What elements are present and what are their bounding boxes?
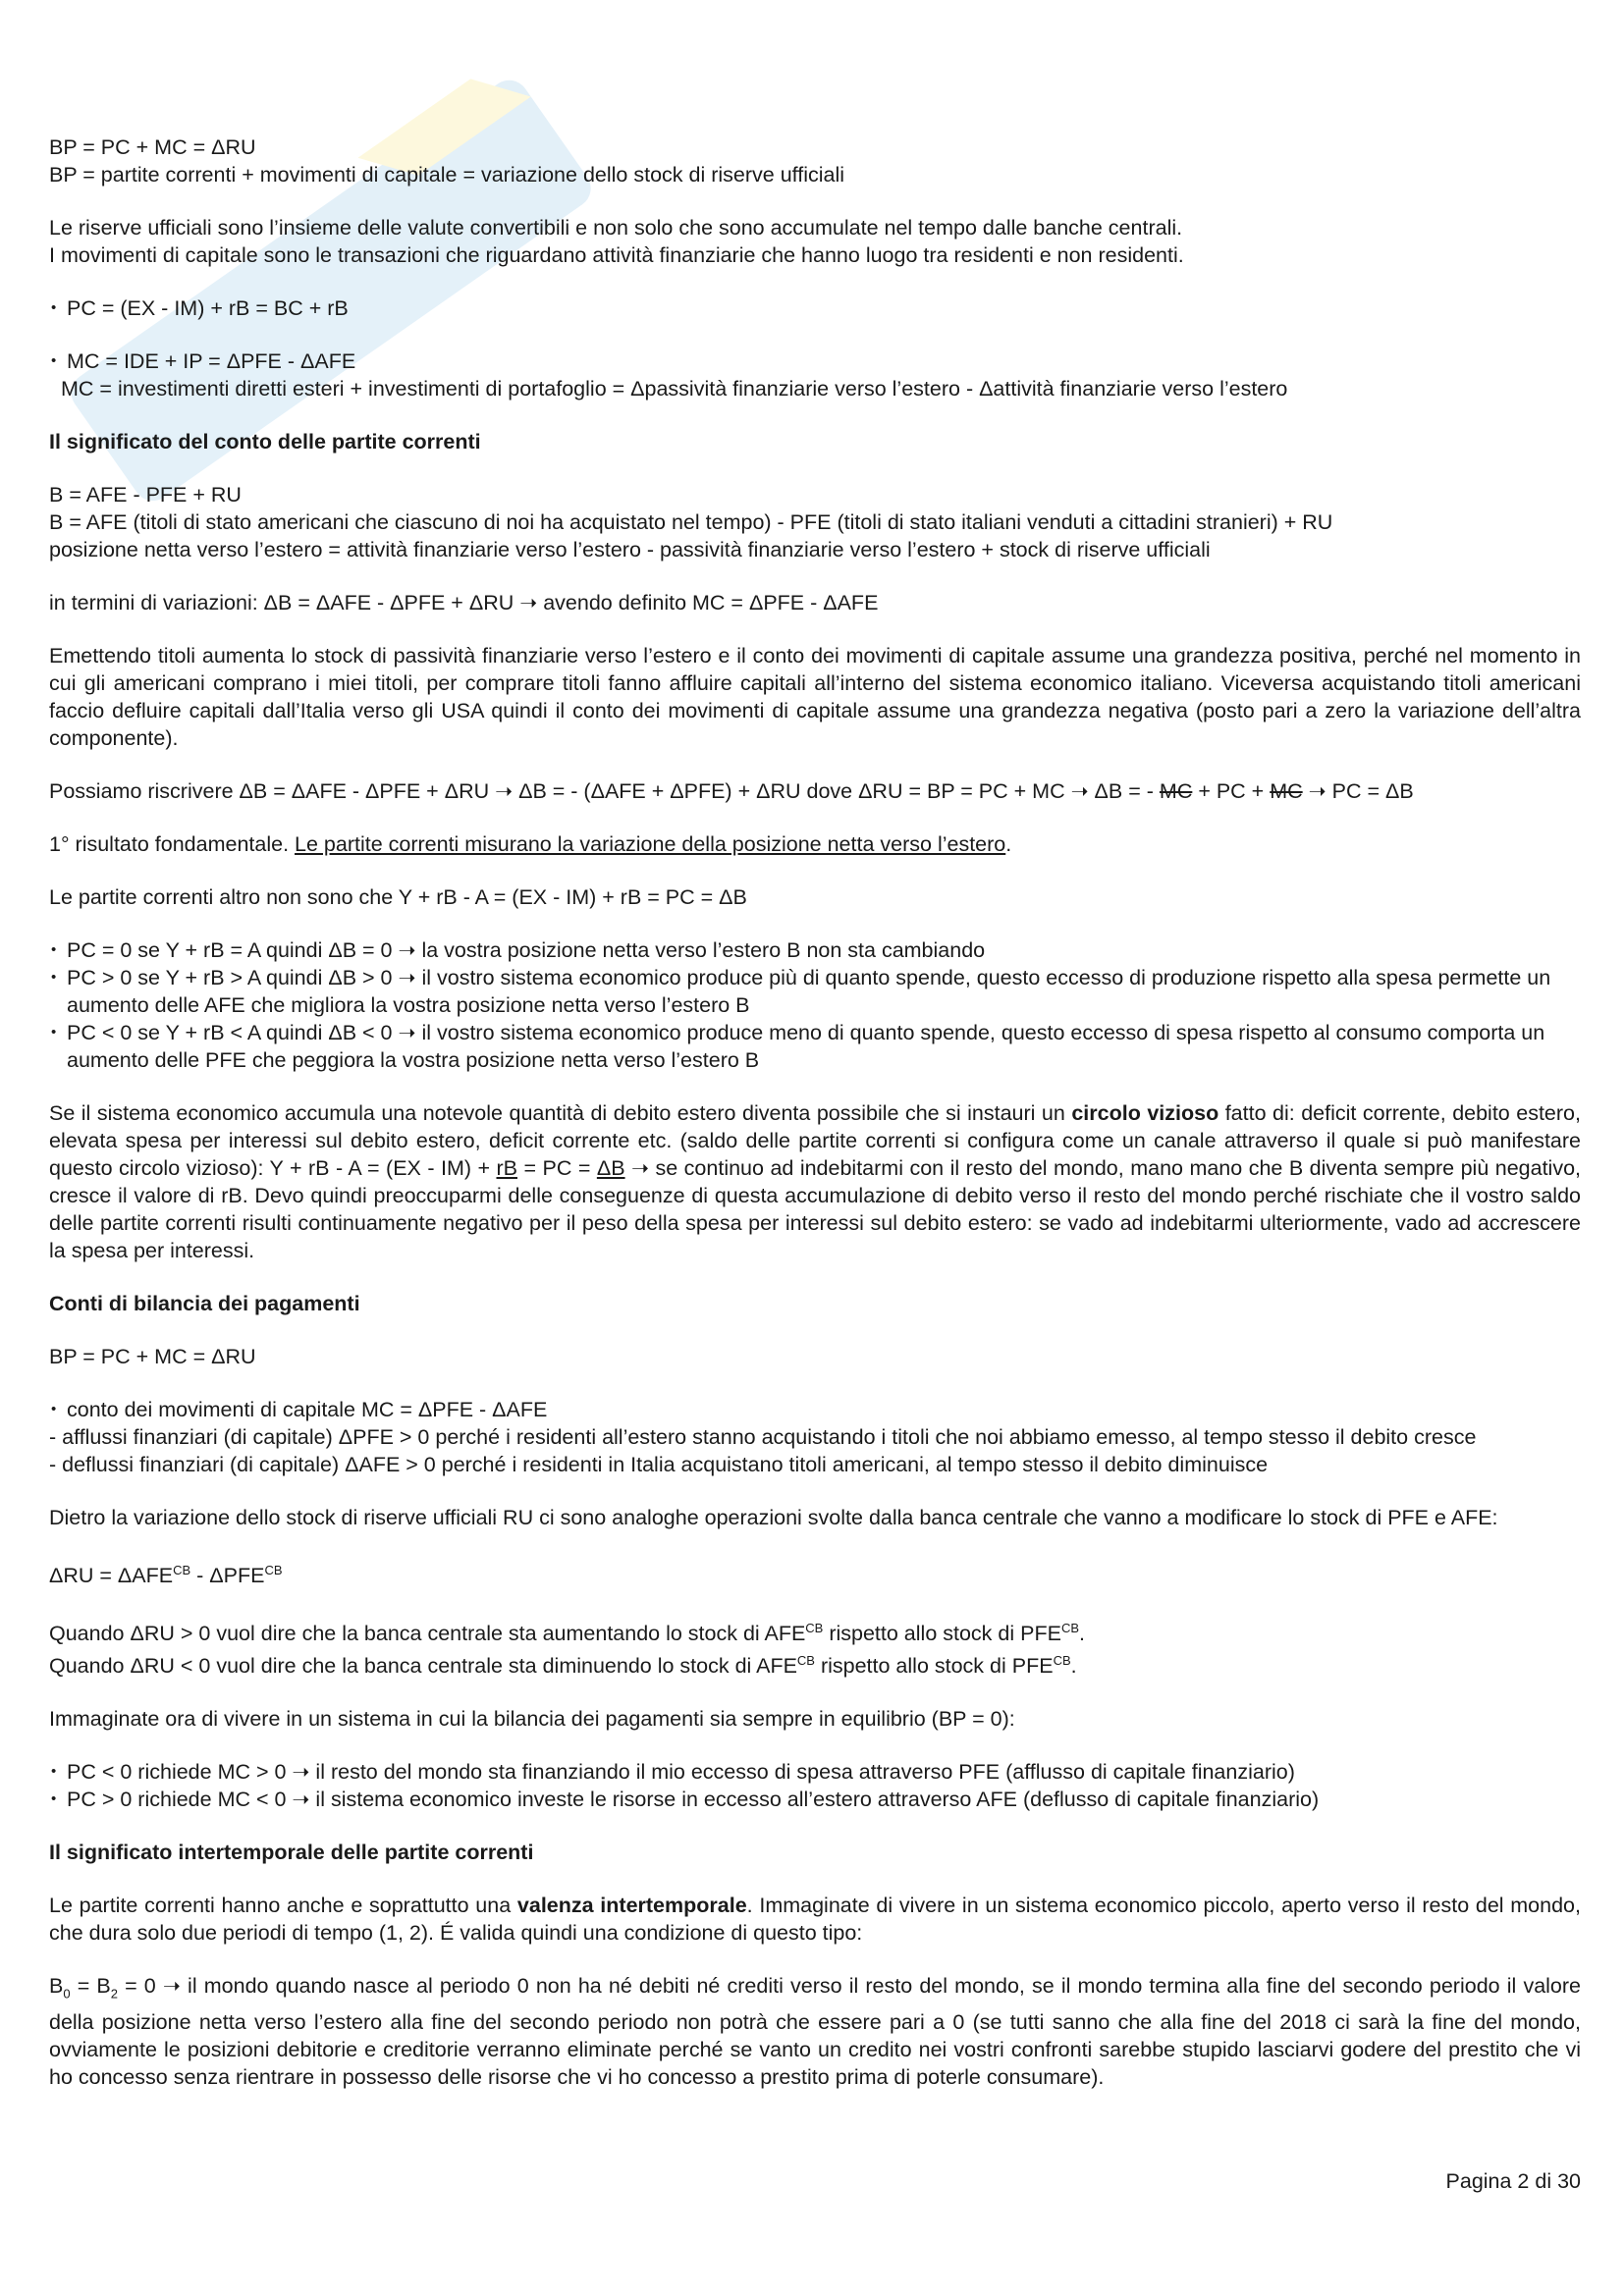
pc-equation: • PC = (EX - IM) + rB = BC + rB [49,294,1581,322]
list-item: • PC < 0 richiede MC > 0 ➝ il resto del mondo sta finanziando il mio eccesso di spesa attraverso PFE (afflusso di capitale finanziario) [49,1758,1581,1786]
equilibrium-paragraph: Immaginate ora di vivere in un sistema in cui la bilancia dei pagamenti sia sempre in equilibrio (BP = 0): [49,1707,1015,1732]
bp-equation-words: BP = partite correnti + movimenti di capitale = variazione dello stock di riserve ufficiali [49,163,845,187]
capital-movements-definition: I movimenti di capitale sono le transazioni che riguardano attività finanziarie che hanno luogo tra residenti e non residenti. [49,243,1184,267]
capital-flows-paragraph: Emettendo titoli aumenta lo stock di passività finanziarie verso l’estero e il conto dei movimenti di capitale assume una grandezza positiva, perché nel momento in cui gli americani comprano i miei titoli, per comprare titoli fanno affluire capitali all’interno del sistema economico italiano. Viceversa acquistando titoli americani faccio defluire capitali dall’Italia verso gli USA quindi il conto dei movimenti di capitale assume una grandezza negativa (posto pari a zero la variazione dell’altra componente). [49,644,1581,750]
section-title-partite-correnti: Il significato del conto delle partite correnti [49,430,481,454]
current-account-identity: Le partite correnti altro non sono che Y + rB - A = (EX - IM) + rB = PC = ΔB [49,885,747,909]
section-title-bilancia: Conti di bilancia dei pagamenti [49,1292,360,1315]
mc-description: MC = investimenti diretti esteri + investimenti di portafoglio = Δpassività finanziarie verso l’estero - Δattività finanziarie verso l’estero [61,377,1288,400]
vicious-circle-paragraph: Se il sistema economico accumula una notevole quantità di debito estero diventa possibile che si instauri un circolo vizioso fatto di: deficit corrente, debito estero, elevata spesa per interessi sul debito estero, deficit corrente etc. (saldo delle partite correnti si configura come un canale attraverso il quale si può manifestare questo circolo vizioso): Y + rB - A = (EX - IM) + rB = PC = ΔB ➝ se continuo ad indebitarmi con il resto del mondo, mano mano che B diventa sempre più negativo, cresce il valore di rB. Devo quindi preoccuparmi delle conseguenze di questa accumulazione di debito verso il resto del mondo perché rischiate che il vostro saldo delle partite correnti risulti continuamente negativo per il peso della spesa per interessi sul debito estero: se vado ad indebitarmi ulteriormente, vado ad accrescere la spesa per interessi. [49,1101,1582,1262]
bp-equation: BP = PC + MC = ΔRU [49,135,256,159]
ru-positive-line: Quando ΔRU > 0 vuol dire che la banca centrale sta aumentando lo stock di $AFE^{CB}$ rispetto allo stock di $PFE^{CB}$. [49,1621,1085,1646]
page-number: Pagina 2 di 30 [1445,2169,1581,2193]
b-description-words: posizione netta verso l’estero = attività finanziarie verso l’estero - passività finanziarie verso l’estero + stock di riserve ufficiali [49,538,1211,561]
reserves-definition: Le riserve ufficiali sono l’insieme delle valute convertibili e non solo che sono accumulate nel tempo dalle banche centrali. [49,216,1183,240]
section-title-intertemporale: Il significato intertemporale delle partite correnti [49,1841,534,1865]
list-item: • PC > 0 richiede MC < 0 ➝ il sistema economico investe le risorse in eccesso all’estero attraverso AFE (deflusso di capitale finanziario) [49,1786,1581,1813]
mc-equation: • MC = IDE + IP = ΔPFE - ΔAFE [49,347,1581,375]
rewrite-equation: Possiamo riscrivere ΔB = ΔAFE - ΔPFE + ΔRU ➝ ΔB = - (ΔAFE + ΔPFE) + ΔRU dove ΔRU = BP = PC + MC ➝ ΔB = - MC + PC + MC ➝ PC = ΔB [49,779,1414,803]
intertemporal-paragraph: Le partite correnti hanno anche e soprattutto una valenza intertemporale. Immaginate di vivere in un sistema economico piccolo, aperto verso il resto del mondo, che dura solo due periodi di tempo (1, 2). É valida quindi una condizione di questo tipo: [49,1894,1581,1946]
list-item: • PC = 0 se Y + rB = A quindi ΔB = 0 ➝ la vostra posizione netta verso l’estero B non sta cambiando [49,936,1581,964]
document-page [49,133,1581,2091]
outflows-line: - deflussi finanziari (di capitale) ΔAFE > 0 perché i residenti in Italia acquistano titoli americani, al tempo stesso il debito diminuisce [49,1453,1269,1476]
b-equation: B = AFE - PFE + RU [49,483,242,507]
bp-equation-2: BP = PC + MC = ΔRU [49,1345,256,1368]
list-item: • PC < 0 se Y + rB < A quindi ΔB < 0 ➝ il vostro sistema economico produce meno di quanto spende, questo eccesso di spesa rispetto al consumo comporta un aumento delle PFE che peggiora la vostra posizione netta verso l’estero B [49,1019,1581,1074]
list-item: • PC > 0 se Y + rB > A quindi ΔB > 0 ➝ il vostro sistema economico produce più di quanto spende, questo eccesso di produzione rispetto alla spesa permette un aumento delle AFE che migliora la vostra posizione netta verso l’estero B [49,964,1581,1019]
variations-equation: in termini di variazioni: ΔB = ΔAFE - ΔPFE + ΔRU ➝ avendo definito MC = ΔPFE - ΔAFE [49,591,879,614]
fundamental-result: 1° risultato fondamentale. Le partite correnti misurano la variazione della posizione netta verso l’estero. [49,832,1012,856]
ru-negative-line: Quando ΔRU < 0 vuol dire che la banca centrale sta diminuendo lo stock di $AFE^{CB}$ rispetto allo stock di $PFE^{CB}$. [49,1653,1077,1679]
ru-equation: $\Delta RU = \Delta AFE^{CB} - \Delta PFE^{CB}$ [49,1563,283,1588]
mc-bullet: • conto dei movimenti di capitale MC = ΔPFE - ΔAFE [49,1396,1581,1423]
end-of-world-paragraph: $B_0 = B_2 = 0$ ➝ il mondo quando nasce al periodo 0 non ha né debiti né crediti verso il resto del mondo, se il mondo termina alla fine del secondo periodo il valore della posizione netta verso l’estero alla fine del secondo periodo non potrà che essere pari a 0 (se tutti sanno che alla fine del 2018 ci sarà la fine del mondo, ovviamente le posizioni debitorie e creditorie verranno eliminate perché se vanto un credito nei vostri confronti sarebbe stupido lasciarvi godere del prestito che vi ho concesso senza rientrare in possesso delle risorse che vi ho concesso a prestito prima di poterle consumare). [49,1974,1582,2089]
reserves-paragraph: Dietro la variazione dello stock di riserve ufficiali RU ci sono analoghe operazioni svolte dalla banca centrale che vanno a modificare lo stock di PFE e AFE: [49,1506,1498,1529]
inflows-line: - afflussi finanziari (di capitale) ΔPFE > 0 perché i residenti all’estero stanno acquistando i titoli che noi abbiamo emesso, al tempo stesso il debito cresce [49,1425,1477,1449]
b-description: B = AFE (titoli di stato americani che ciascuno di noi ha acquistato nel tempo) - PFE (titoli di stato italiani venduti a cittadini stranieri) + RU [49,510,1333,534]
